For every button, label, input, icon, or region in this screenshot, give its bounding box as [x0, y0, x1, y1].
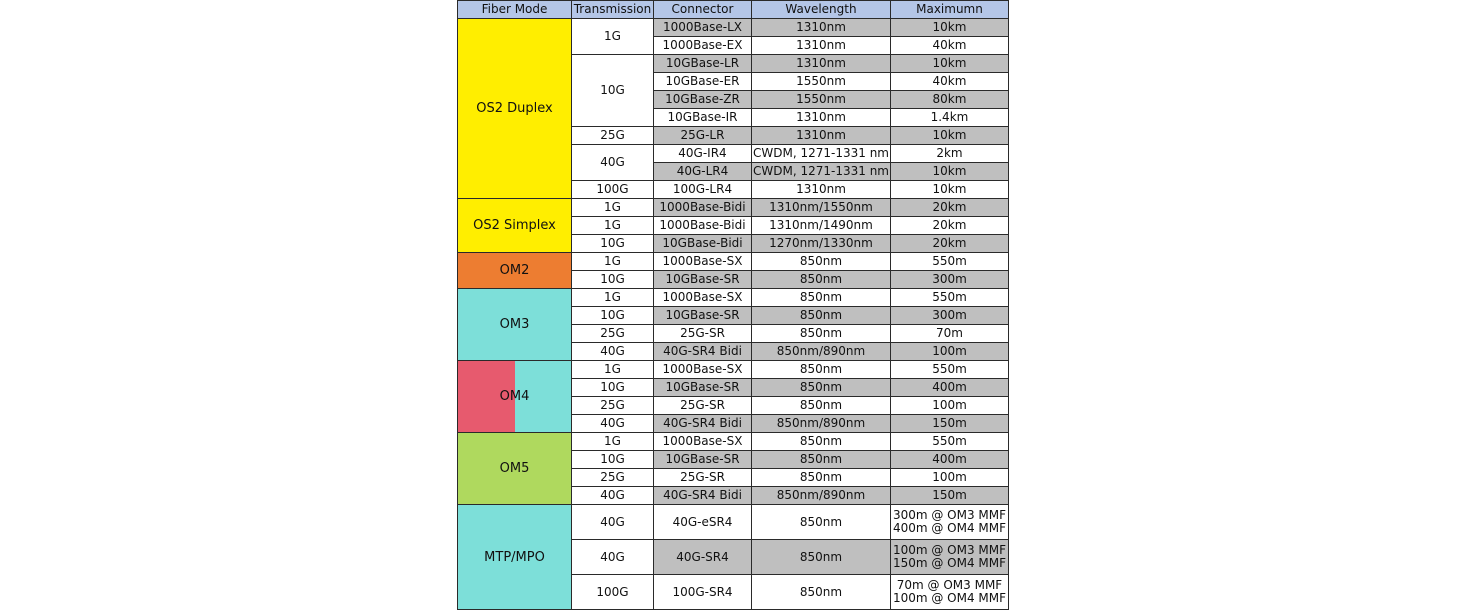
table-body [458, 19, 1009, 610]
transmission-cell: 100G [572, 575, 654, 610]
wavelength-cell: 1550nm [752, 73, 891, 91]
wavelength-cell: 1310nm [752, 37, 891, 55]
connector-cell: 25G-SR [654, 469, 752, 487]
table-row [458, 19, 1009, 37]
transmission-cell: 1G [572, 361, 654, 379]
wavelength-cell: 850nm [752, 271, 891, 289]
wavelength-cell: 850nm [752, 433, 891, 451]
maximum-cell: 10km [890, 55, 1008, 73]
fiber-mode-label: OM4 [499, 389, 530, 404]
connector-cell: 1000Base-LX [654, 19, 752, 37]
connector-cell: 40G-IR4 [654, 145, 752, 163]
connector-cell: 40G-SR4 Bidi [654, 487, 752, 505]
transmission-cell: 10G [572, 271, 654, 289]
wavelength-cell: 1310nm [752, 109, 891, 127]
transmission-cell: 1G [572, 289, 654, 307]
transmission-cell: 1G [572, 199, 654, 217]
transmission-cell: 1G [572, 217, 654, 235]
wavelength-cell: 850nm/890nm [752, 415, 891, 433]
fiber-mode-cell [458, 361, 572, 433]
maximum-cell: 150m [890, 487, 1008, 505]
maximum-cell: 80km [890, 91, 1008, 109]
transmission-cell: 40G [572, 415, 654, 433]
wavelength-cell: CWDM, 1271-1331 nm [752, 145, 891, 163]
maximum-line: 100m @ OM4 MMF [892, 591, 1007, 605]
table-row [458, 289, 1009, 307]
transmission-cell: 25G [572, 127, 654, 145]
maximum-cell: 10km [890, 127, 1008, 145]
maximum-cell: 550m [890, 433, 1008, 451]
maximum-cell: 10km [890, 163, 1008, 181]
wavelength-cell: 850nm [752, 325, 891, 343]
header-connector: Connector [654, 1, 752, 19]
maximum-cell: 1.4km [890, 109, 1008, 127]
fiber-mode-cell [458, 199, 572, 253]
maximum-line: 100m @ OM3 MMF [892, 543, 1007, 557]
connector-cell: 1000Base-SX [654, 253, 752, 271]
maximum-cell [890, 575, 1008, 610]
wavelength-cell: 850nm [752, 575, 891, 610]
fiber-mode-label: OS2 Simplex [473, 218, 556, 233]
transmission-cell: 25G [572, 469, 654, 487]
wavelength-cell: 1310nm/1490nm [752, 217, 891, 235]
maximum-cell: 10km [890, 19, 1008, 37]
maximum-cell: 40km [890, 37, 1008, 55]
fiber-mode-cell [458, 289, 572, 361]
transmission-cell: 10G [572, 379, 654, 397]
connector-cell: 1000Base-EX [654, 37, 752, 55]
connector-cell: 100G-SR4 [654, 575, 752, 610]
wavelength-cell: 850nm [752, 307, 891, 325]
transmission-cell: 40G [572, 145, 654, 181]
wavelength-cell: 1310nm [752, 19, 891, 37]
maximum-line: 400m @ OM4 MMF [892, 521, 1007, 535]
maximum-cell [890, 540, 1008, 575]
wavelength-cell: CWDM, 1271-1331 nm [752, 163, 891, 181]
connector-cell: 25G-SR [654, 325, 752, 343]
fiber-mode-cell [458, 253, 572, 289]
wavelength-cell: 1310nm/1550nm [752, 199, 891, 217]
connector-cell: 40G-SR4 Bidi [654, 415, 752, 433]
fiber-mode-label: OM5 [499, 461, 530, 476]
connector-cell: 10GBase-LR [654, 55, 752, 73]
connector-cell: 10GBase-ER [654, 73, 752, 91]
connector-cell: 1000Base-SX [654, 289, 752, 307]
maximum-cell: 150m [890, 415, 1008, 433]
transmission-cell: 40G [572, 540, 654, 575]
maximum-cell: 10km [890, 181, 1008, 199]
fiber-mode-label: OM2 [499, 263, 530, 278]
maximum-cell: 2km [890, 145, 1008, 163]
transmission-cell: 40G [572, 487, 654, 505]
connector-cell: 1000Base-Bidi [654, 217, 752, 235]
transmission-cell: 10G [572, 307, 654, 325]
maximum-cell: 550m [890, 361, 1008, 379]
transmission-cell: 40G [572, 505, 654, 540]
wavelength-cell: 850nm [752, 289, 891, 307]
header-row [458, 1, 1009, 19]
transmission-cell: 25G [572, 397, 654, 415]
fiber-mode-label: MTP/MPO [484, 549, 545, 565]
connector-cell: 10GBase-SR [654, 271, 752, 289]
connector-cell: 10GBase-ZR [654, 91, 752, 109]
maximum-cell: 20km [890, 235, 1008, 253]
wavelength-cell: 1310nm [752, 181, 891, 199]
wavelength-cell: 850nm [752, 361, 891, 379]
transmission-cell: 25G [572, 325, 654, 343]
wavelength-cell: 850nm [752, 253, 891, 271]
transmission-cell: 10G [572, 451, 654, 469]
maximum-cell: 20km [890, 199, 1008, 217]
wavelength-cell: 850nm [752, 379, 891, 397]
connector-cell: 10GBase-Bidi [654, 235, 752, 253]
header-maximum: Maximumn [890, 1, 1008, 19]
table-row [458, 361, 1009, 379]
wavelength-cell: 850nm [752, 540, 891, 575]
maximum-cell: 40km [890, 73, 1008, 91]
fiber-mode-cell [458, 505, 572, 610]
header-wavelength: Wavelength [752, 1, 891, 19]
wavelength-cell: 850nm/890nm [752, 343, 891, 361]
wavelength-cell: 850nm/890nm [752, 487, 891, 505]
maximum-cell: 100m [890, 397, 1008, 415]
wavelength-cell: 850nm [752, 469, 891, 487]
transmission-cell: 1G [572, 433, 654, 451]
maximum-cell: 20km [890, 217, 1008, 235]
wavelength-cell: 1550nm [752, 91, 891, 109]
fiber-mode-cell [458, 433, 572, 505]
maximum-cell: 70m [890, 325, 1008, 343]
transmission-cell: 10G [572, 55, 654, 127]
header-fiber-mode: Fiber Mode [458, 1, 572, 19]
maximum-cell: 400m [890, 451, 1008, 469]
wavelength-cell: 1310nm [752, 55, 891, 73]
maximum-line: 300m @ OM3 MMF [892, 508, 1007, 522]
connector-cell: 10GBase-SR [654, 379, 752, 397]
maximum-line: 70m @ OM3 MMF [896, 578, 1003, 592]
fiber-mode-label: OM3 [499, 317, 530, 332]
table-row [458, 433, 1009, 451]
connector-cell: 25G-SR [654, 397, 752, 415]
fiber-mode-label: OS2 Duplex [476, 101, 553, 116]
connector-cell: 25G-LR [654, 127, 752, 145]
maximum-cell: 550m [890, 253, 1008, 271]
maximum-line: 150m @ OM4 MMF [892, 556, 1007, 570]
connector-cell: 1000Base-Bidi [654, 199, 752, 217]
maximum-cell: 300m [890, 271, 1008, 289]
connector-cell: 40G-LR4 [654, 163, 752, 181]
transmission-cell: 10G [572, 235, 654, 253]
connector-cell: 1000Base-SX [654, 361, 752, 379]
wavelength-cell: 1310nm [752, 127, 891, 145]
maximum-cell: 100m [890, 343, 1008, 361]
transmission-cell: 1G [572, 253, 654, 271]
fiber-mode-cell [458, 19, 572, 199]
connector-cell: 1000Base-SX [654, 433, 752, 451]
transmission-cell: 40G [572, 343, 654, 361]
connector-cell: 10GBase-SR [654, 451, 752, 469]
connector-cell: 40G-SR4 [654, 540, 752, 575]
transmission-cell: 100G [572, 181, 654, 199]
wavelength-cell: 850nm [752, 505, 891, 540]
wavelength-cell: 850nm [752, 397, 891, 415]
header-transmission: Transmission [572, 1, 654, 19]
maximum-cell: 550m [890, 289, 1008, 307]
table-row [458, 253, 1009, 271]
connector-cell: 100G-LR4 [654, 181, 752, 199]
connector-cell: 10GBase-SR [654, 307, 752, 325]
connector-cell: 40G-SR4 Bidi [654, 343, 752, 361]
wavelength-cell: 1270nm/1330nm [752, 235, 891, 253]
transmission-cell: 1G [572, 19, 654, 55]
maximum-cell: 100m [890, 469, 1008, 487]
fiber-spec-table [457, 0, 1009, 610]
maximum-cell [890, 505, 1008, 540]
table-row [458, 505, 1009, 540]
table-row [458, 199, 1009, 217]
connector-cell: 40G-eSR4 [654, 505, 752, 540]
connector-cell: 10GBase-IR [654, 109, 752, 127]
maximum-cell: 300m [890, 307, 1008, 325]
wavelength-cell: 850nm [752, 451, 891, 469]
maximum-cell: 400m [890, 379, 1008, 397]
